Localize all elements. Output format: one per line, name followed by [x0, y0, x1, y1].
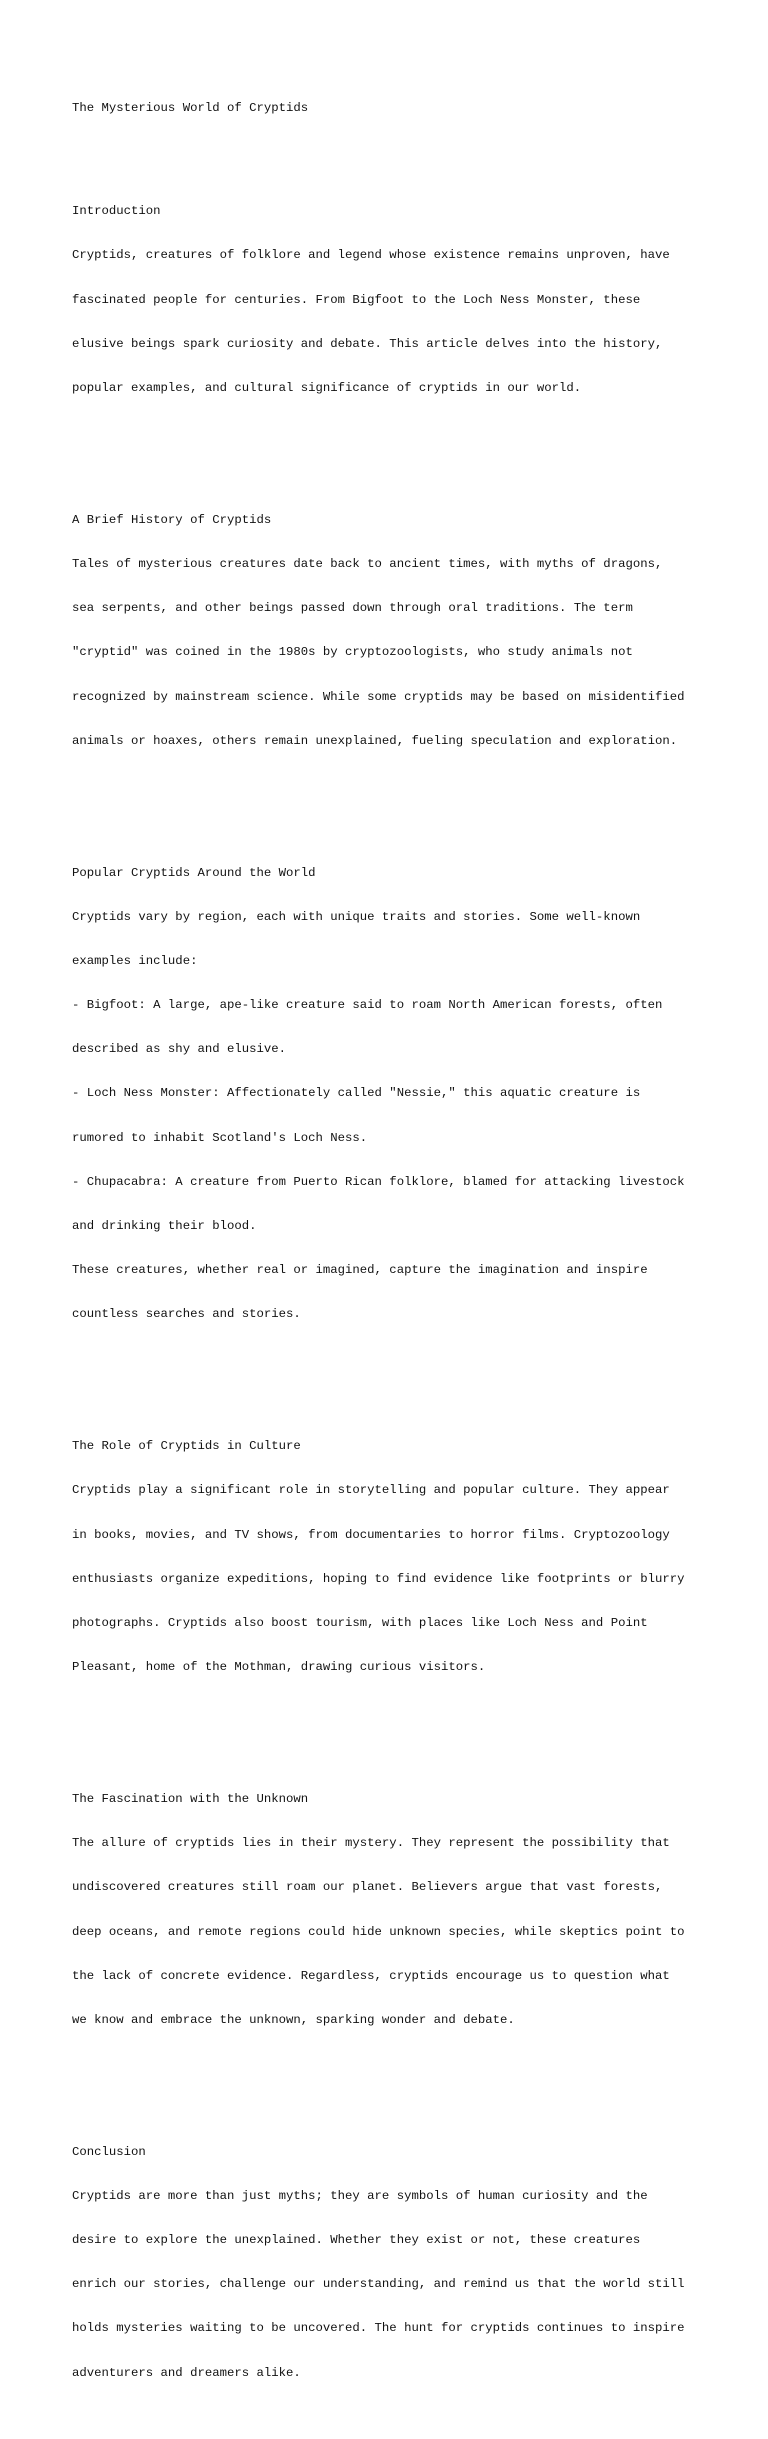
paragraph-line: Cryptids, creatures of folklore and legend whose existence remains unproven, have [72, 248, 670, 263]
list-item-line: - Chupacabra: A creature from Puerto Rican folklore, blamed for attacking livestock [72, 1174, 685, 1189]
section-culture [72, 1410, 712, 1704]
paragraph-line: countless searches and stories. [72, 1307, 301, 1322]
paragraph-line: the lack of concrete evidence. Regardless, cryptids encourage us to question what [72, 1968, 670, 1983]
paragraph-line: enthusiasts organize expeditions, hoping to find evidence like footprints or blurry [72, 1571, 685, 1586]
section-heading: The Role of Cryptids in Culture [72, 1439, 301, 1454]
paragraph-line: sea serpents, and other beings passed down through oral traditions. The term [72, 601, 633, 616]
paragraph-line: These creatures, whether real or imagined, capture the imagination and inspire [72, 1262, 648, 1277]
paragraph-line: undiscovered creatures still roam our planet. Believers argue that vast forests, [72, 1880, 663, 1895]
document-page [72, 72, 712, 2439]
section-history [72, 484, 712, 778]
section-heading: Introduction [72, 204, 161, 219]
list-item-line: - Bigfoot: A large, ape-like creature said to roam North American forests, often [72, 998, 663, 1013]
paragraph-line: adventurers and dreamers alike. [72, 2365, 301, 2380]
paragraph-line: "cryptid" was coined in the 1980s by cryptozoologists, who study animals not [72, 645, 633, 660]
paragraph-line: photographs. Cryptids also boost tourism, with places like Loch Ness and Point [72, 1615, 648, 1630]
list-item-line: described as shy and elusive. [72, 1042, 287, 1057]
paragraph-line: Pleasant, home of the Mothman, drawing curious visitors. [72, 1659, 486, 1674]
paragraph-line: Cryptids play a significant role in storytelling and popular culture. They appear [72, 1483, 670, 1498]
paragraph-line: holds mysteries waiting to be uncovered. The hunt for cryptids continues to inspire [72, 2321, 685, 2336]
section-heading: Conclusion [72, 2145, 146, 2160]
list-item-line: - Loch Ness Monster: Affectionately called "Nessie," this aquatic creature is [72, 1086, 641, 1101]
paragraph-line: animals or hoaxes, others remain unexplained, fueling speculation and exploration. [72, 733, 678, 748]
section-heading: Popular Cryptids Around the World [72, 865, 316, 880]
paragraph-line: in books, movies, and TV shows, from documentaries to horror films. Cryptozoology [72, 1527, 670, 1542]
paragraph-line: fascinated people for centuries. From Bigfoot to the Loch Ness Monster, these [72, 292, 641, 307]
section-heading: The Fascination with the Unknown [72, 1792, 309, 1807]
section-popular-cryptids [72, 837, 712, 1352]
paragraph-line: enrich our stories, challenge our understanding, and remind us that the world still [72, 2277, 685, 2292]
paragraph-line: examples include: [72, 954, 198, 969]
section-fascination [72, 1763, 712, 2057]
section-introduction [72, 175, 712, 425]
paragraph-line: recognized by mainstream science. While some cryptids may be based on misidentified [72, 689, 685, 704]
paragraph-line: elusive beings spark curiosity and debate. This article delves into the history, [72, 336, 663, 351]
paragraph-line: The allure of cryptids lies in their mystery. They represent the possibility that [72, 1836, 670, 1851]
paragraph-line: Cryptids vary by region, each with unique traits and stories. Some well-known [72, 910, 641, 925]
paragraph-line: Tales of mysterious creatures date back to ancient times, with myths of dragons, [72, 557, 663, 572]
section-conclusion [72, 2116, 712, 2410]
list-item-line: rumored to inhabit Scotland's Loch Ness. [72, 1130, 368, 1145]
paragraph-line: popular examples, and cultural significance of cryptids in our world. [72, 380, 582, 395]
paragraph-line: Cryptids are more than just myths; they are symbols of human curiosity and the [72, 2189, 648, 2204]
list-item-line: and drinking their blood. [72, 1218, 257, 1233]
paragraph-line: deep oceans, and remote regions could hide unknown species, while skeptics point to [72, 1924, 685, 1939]
paragraph-line: we know and embrace the unknown, sparking wonder and debate. [72, 2012, 515, 2027]
paragraph-line: desire to explore the unexplained. Whether they exist or not, these creatures [72, 2233, 641, 2248]
document-title: The Mysterious World of Cryptids [72, 101, 309, 116]
section-heading: A Brief History of Cryptids [72, 513, 272, 528]
